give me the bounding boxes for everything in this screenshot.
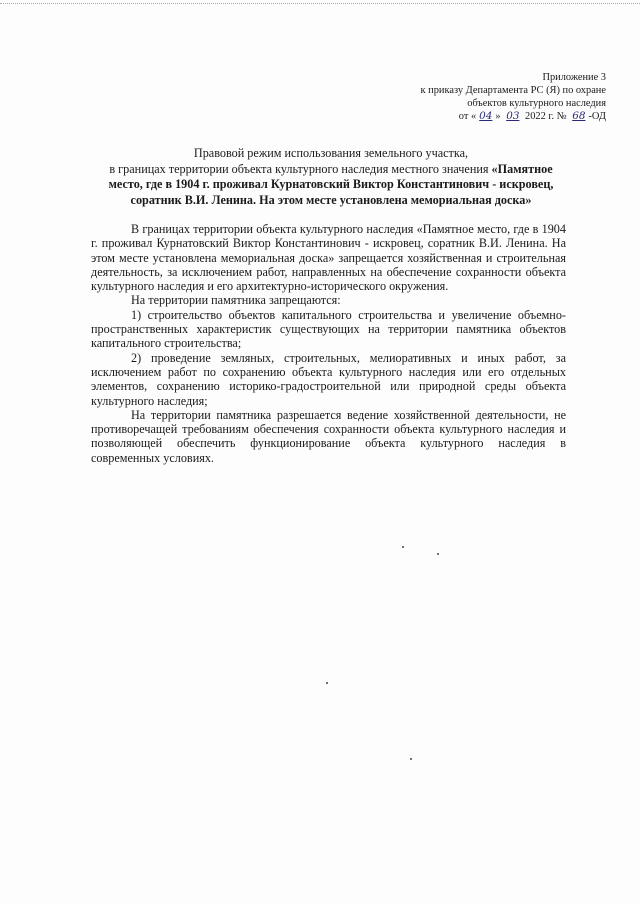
appendix-date-line [346, 110, 606, 123]
appendix-order-line-2: объектов культурного наследия [467, 98, 606, 109]
handwritten-month: 03 [506, 110, 520, 122]
date-year: 2022 г. № [522, 111, 570, 122]
handwritten-day: 04 [479, 110, 493, 122]
scan-speck [402, 546, 404, 548]
order-suffix: -ОД [588, 111, 606, 122]
title-line-1: Правовой режим использования земельного участка, [193, 146, 469, 160]
scan-speck [410, 758, 412, 760]
scan-speck [437, 553, 439, 555]
title-bold: «Памятное место, где в 1904 г. проживал Курнатовский Виктор Константинович - искровец, соратник В.И. Ленина. На этом месте установлена мемориальная доска» [108, 161, 554, 207]
document-body [91, 222, 566, 465]
paragraph: 2) проведение земляных, строительных, мелиоративных и иных работ, за исключением работ по сохранению объекта культурного наследия или его отдельных элементов, сохранению историко-градостроительной или природной среды объекта культурного наследия; [91, 350, 566, 408]
paragraph: На территории памятника разрешается ведение хозяйственной деятельности, не противоречащей требованиям обеспечения сохранности объекта культурного наследия и позволяющей обеспечить функционирование объекта культурного наследия в современных условиях. [91, 407, 566, 465]
date-sep: » [495, 111, 504, 122]
title-plain: в границах территории объекта культурного наследия местного значения [109, 161, 492, 176]
handwritten-number: 68 [572, 110, 586, 122]
paragraph: 1) строительство объектов капитального строительства и увеличение объемно-пространственных характеристик существующих на территории памятника объектов капитального строительства; [91, 307, 566, 351]
document-title [96, 146, 566, 208]
page-top-edge [0, 3, 640, 4]
title-line-2 [96, 162, 566, 209]
paragraph: На территории памятника запрещаются: [131, 293, 341, 308]
date-prefix: от « [458, 111, 477, 122]
appendix-title: Приложение 3 [542, 72, 606, 83]
appendix-header [346, 71, 606, 123]
appendix-order-line: к приказу Департамента РС (Я) по охране [420, 85, 606, 96]
paragraph: В границах территории объекта культурного наследия «Памятное место, где в 1904 г. проживал Курнатовский Виктор Константинович - искровец, соратник В.И. Ленина. На этом месте установлена мемориальная доска» запрещается хозяйственная и строительная деятельность, за исключением работ, направленных на обеспечение сохранности объекта культурного наследия и его архитектурно-исторического окружения. [91, 222, 566, 294]
scan-speck [326, 682, 328, 684]
